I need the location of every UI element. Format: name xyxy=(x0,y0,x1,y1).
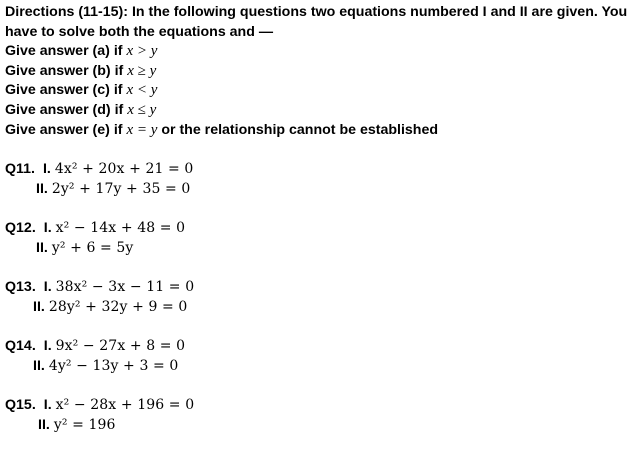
answer-option-c xyxy=(5,81,629,101)
answer-option-suffix: or the relationship cannot be established xyxy=(157,121,439,138)
answer-option-relation: x = y xyxy=(126,121,158,138)
question-q15 xyxy=(5,395,629,454)
equation-label: II. xyxy=(33,299,45,315)
answer-option-relation: x ≤ y xyxy=(127,101,157,118)
equation: x² − 14x + 48 = 0 xyxy=(55,220,186,236)
equation: 2y² + 17y + 35 = 0 xyxy=(51,181,191,197)
equation-line xyxy=(5,395,194,415)
equation-line xyxy=(5,159,193,179)
equation-label: II. xyxy=(36,240,48,256)
equation: 4y² − 13y + 3 = 0 xyxy=(48,358,179,374)
equation: 9x² − 27x + 8 = 0 xyxy=(55,338,186,354)
question-number: Q12. xyxy=(5,220,36,236)
answer-option-relation: x > y xyxy=(126,43,158,60)
answer-option-a xyxy=(5,42,629,62)
equation-label: I. xyxy=(43,397,52,413)
directions-block xyxy=(5,3,629,140)
question-q14 xyxy=(5,336,629,395)
equation-label: I. xyxy=(43,220,52,236)
equation-label: I. xyxy=(43,279,52,295)
question-number: Q13. xyxy=(5,279,36,295)
equation: x² − 28x + 196 = 0 xyxy=(55,397,195,413)
directions-line-2: have to solve both the equations and — xyxy=(5,23,274,40)
equation-label: II. xyxy=(33,358,45,374)
directions-line-1: Directions (11-15): In the following questions two equations numbered I and II are given. You xyxy=(5,4,628,20)
equation-line xyxy=(5,277,194,297)
equation-line xyxy=(38,415,116,435)
equation-line xyxy=(5,336,185,356)
equation: 4x² + 20x + 21 = 0 xyxy=(54,161,194,177)
equation-label: II. xyxy=(38,417,50,433)
document xyxy=(5,3,629,433)
questions-list xyxy=(5,159,629,454)
equation-label: I. xyxy=(42,161,51,177)
equation-label: II. xyxy=(36,181,48,197)
answer-option-prefix: Give answer (c) if xyxy=(5,82,127,99)
question-q11 xyxy=(5,159,629,218)
equation: y² + 6 = 5y xyxy=(51,240,134,256)
answer-option-d xyxy=(5,101,629,121)
equation: 38x² − 3x − 11 = 0 xyxy=(55,279,195,295)
question-number: Q15. xyxy=(5,397,36,413)
equation-line xyxy=(36,238,133,258)
question-q12 xyxy=(5,218,629,277)
answer-option-relation: x < y xyxy=(126,82,158,99)
answer-option-prefix: Give answer (d) if xyxy=(5,101,128,118)
question-q13 xyxy=(5,277,629,336)
answer-option-prefix: Give answer (a) if xyxy=(5,43,127,60)
question-number: Q11. xyxy=(5,161,35,177)
equation-label: I. xyxy=(43,338,52,354)
equation: 28y² + 32y + 9 = 0 xyxy=(48,299,188,315)
question-number: Q14. xyxy=(5,338,36,354)
answer-option-e xyxy=(5,121,629,141)
equation-line xyxy=(5,218,185,238)
answer-option-relation: x ≥ y xyxy=(127,62,157,79)
answer-option-prefix: Give answer (b) if xyxy=(5,62,128,79)
equation-line xyxy=(36,179,190,199)
equation: y² = 196 xyxy=(53,417,116,433)
equation-line xyxy=(33,297,187,317)
equation-line xyxy=(33,356,178,376)
answer-option-b xyxy=(5,62,629,82)
answer-option-prefix: Give answer (e) if xyxy=(5,121,127,138)
